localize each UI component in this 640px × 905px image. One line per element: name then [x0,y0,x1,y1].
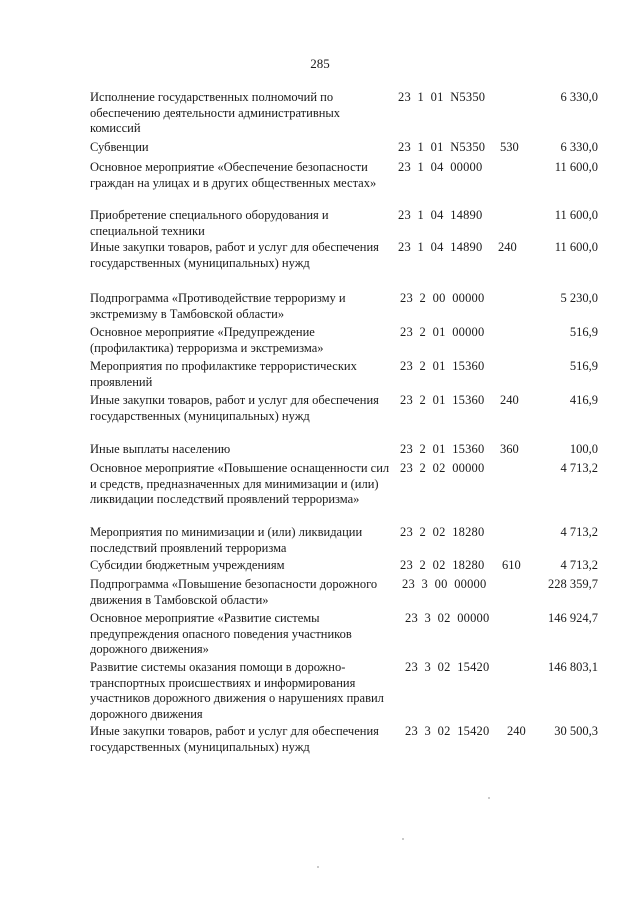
row-code: 23 2 02 00000 [400,461,485,475]
row-amount: 30 500,3 [554,724,598,738]
row-name: Субвенции [90,140,149,154]
row-name: Субсидии бюджетным учреждениям [90,558,285,572]
row-name: Основное мероприятие «Предупреждение (профилактика) терроризма и экстремизма» [90,325,324,355]
row-amount: 6 330,0 [560,140,598,154]
row-amount: 516,9 [569,325,598,339]
row-expense-type: 360 [500,442,519,456]
row-amount: 100,0 [569,442,598,456]
row-amount: 516,9 [569,359,598,373]
row-amount: 4 713,2 [560,525,598,539]
row-amount: 416,9 [569,393,598,407]
scan-speck [402,838,404,840]
row-code: 23 2 01 15360 [400,442,485,456]
row-amount: 4 713,2 [560,461,598,475]
row-amount: 6 330,0 [560,90,598,104]
row-code: 23 3 02 15420 [405,724,490,738]
row-amount: 11 600,0 [554,160,598,174]
row-name: Иные закупки товаров, работ и услуг для обеспечения государственных (муниципальных) нужд [90,393,379,423]
row-amount: 228 359,7 [548,577,598,591]
row-amount: 11 600,0 [554,240,598,254]
row-code: 23 1 04 14890 [398,240,483,254]
row-amount: 146 803,1 [548,660,598,674]
row-name: Подпрограмма «Противодействие терроризму и экстремизму в Тамбовской области» [90,291,346,321]
row-name: Подпрограмма «Повышение безопасности дорожного движения в Тамбовской области» [90,577,378,607]
row-expense-type: 240 [500,393,519,407]
row-expense-type: 240 [507,724,526,738]
row-code: 23 1 01 N5350 [398,140,486,154]
row-name: Исполнение государственных полномочий по обеспечению деятельности административных комиссий [90,90,341,135]
row-expense-type: 610 [502,558,521,572]
row-code: 23 3 00 00000 [402,577,487,591]
row-expense-type: 530 [500,140,519,154]
row-code: 23 2 01 00000 [400,325,485,339]
row-name: Иные закупки товаров, работ и услуг для обеспечения государственных (муниципальных) нужд [90,724,379,754]
row-code: 23 3 02 15420 [405,660,490,674]
row-name: Мероприятия по минимизации и (или) ликвидации последствий проявлений терроризма [90,525,363,555]
row-name: Иные закупки товаров, работ и услуг для обеспечения государственных (муниципальных) нужд [90,240,379,270]
row-name: Основное мероприятие «Повышение оснащенности сил и средств, предназначенных для минимизации и (или) ликвидации последствий проявлений терроризма» [90,461,390,506]
row-name: Иные выплаты населению [90,442,231,456]
row-amount: 146 924,7 [548,611,598,625]
scan-speck [317,866,319,868]
row-code: 23 2 01 15360 [400,393,485,407]
row-name: Развитие системы оказания помощи в дорожно-транспортных происшествиях и информирования участников дорожного движения о нарушениях правил дорожного движения [90,660,384,721]
row-code: 23 1 04 00000 [398,160,483,174]
page-number: 285 [310,56,330,71]
row-name: Основное мероприятие «Обеспечение безопасности граждан на улицах и в других общественных местах» [90,160,377,190]
row-amount: 4 713,2 [560,558,598,572]
row-name: Основное мероприятие «Развитие системы предупреждения опасного поведения участников дорожного движения» [90,611,352,656]
row-code: 23 1 04 14890 [398,208,483,222]
row-expense-type: 240 [498,240,517,254]
scan-speck [488,797,490,799]
row-code: 23 1 01 N5350 [398,90,486,104]
row-code: 23 2 02 18280 [400,525,485,539]
row-amount: 5 230,0 [560,291,598,305]
row-code: 23 3 02 00000 [405,611,490,625]
row-code: 23 2 00 00000 [400,291,485,305]
row-name: Мероприятия по профилактике террористических проявлений [90,359,357,389]
row-name: Приобретение специального оборудования и специальной техники [90,208,329,238]
row-code: 23 2 01 15360 [400,359,485,373]
row-amount: 11 600,0 [554,208,598,222]
row-code: 23 2 02 18280 [400,558,485,572]
